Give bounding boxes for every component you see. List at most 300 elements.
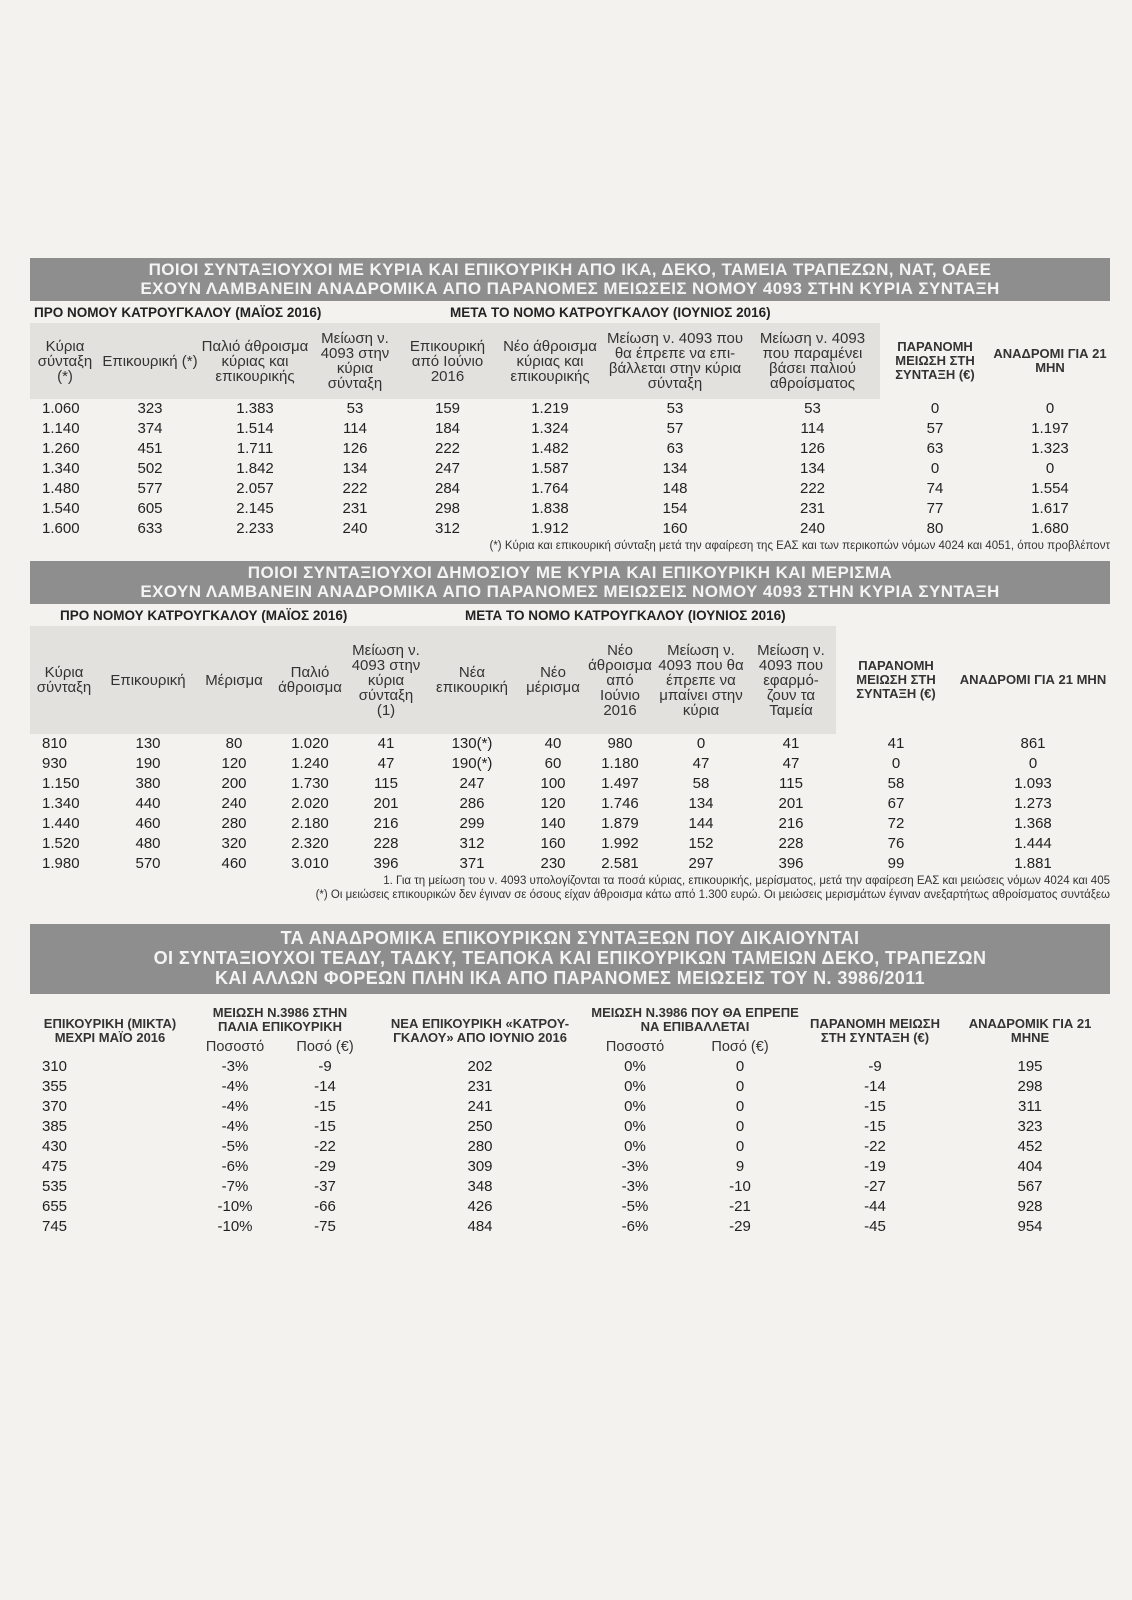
table-cell: 222 — [799, 480, 826, 497]
table-cell: 1.554 — [1031, 480, 1069, 497]
section1-banner-line: ΕΧΟΥΝ ΛΑΜΒΑΝΕΙΝ ΑΝΑΔΡΟΜΙΚΑ ΑΠΟ ΠΑΡΑΝΟΜΕΣ ΜΕΙΩΣΕΙΣ ΝΟΜΟΥ 4093 ΣΤΗΝ ΚΥΡΙΑ ΣΥΝΤΑΞΗ — [140, 279, 1000, 298]
table-cell: 312 — [459, 835, 485, 852]
table-cell: 320 — [221, 835, 247, 852]
section2-banner-line: ΕΧΟΥΝ ΛΑΜΒΑΝΕΙΝ ΑΝΑΔΡΟΜΙΚΑ ΑΠΟ ΠΑΡΑΝΟΜΕΣ ΜΕΙΩΣΕΙΣ ΝΟΜΟΥ 4093 ΣΤΗΝ ΚΥΡΙΑ ΣΥΝΤΑΞΗ — [140, 582, 1000, 601]
s3-header-old-cut: ΜΕΙΩΣΗ Ν.3986 ΣΤΗΝ ΠΑΛΙΑ ΕΠΙΚΟΥΡΙΚΗ — [212, 1005, 348, 1034]
table-cell: 47 — [692, 755, 710, 772]
table-cell: 0 — [696, 735, 706, 752]
table-cell: -15 — [314, 1098, 336, 1115]
table-cell: 120 — [221, 755, 247, 772]
table-cell: 370 — [42, 1098, 68, 1115]
table-cell: 231 — [467, 1078, 493, 1095]
table-cell: 1.180 — [601, 755, 639, 772]
table-cell: 385 — [42, 1118, 68, 1135]
table-cell: 633 — [137, 520, 163, 537]
table-cell: 160 — [662, 520, 688, 537]
table-cell: -66 — [314, 1198, 336, 1215]
table-cell: 67 — [887, 795, 905, 812]
s3-subheader-amount: Ποσό (€) — [711, 1039, 769, 1055]
table-cell: 2.020 — [291, 795, 329, 812]
table-cell: 47 — [782, 755, 800, 772]
table-cell: 1.879 — [601, 815, 639, 832]
table-cell: 195 — [1017, 1058, 1043, 1075]
section1-column-header: Επικουρική από Ιούνιο 2016 — [400, 323, 495, 399]
table-cell: 58 — [692, 775, 710, 792]
table-cell: 0% — [624, 1138, 646, 1155]
table-cell: 1.240 — [291, 755, 329, 772]
table-cell: 202 — [467, 1058, 493, 1075]
s3-header-aux: ΕΠΙΚΟΥΡΙΚΗ (ΜΙΚΤΑ) ΜΕΧΡΙ ΜΑΪΟ 2016 — [43, 1015, 177, 1045]
table-cell: 152 — [688, 835, 714, 852]
section2-column-header: Μέρισμα — [198, 626, 270, 734]
table-cell: 297 — [688, 855, 714, 872]
table-cell: 130(*) — [451, 735, 493, 752]
table-cell: 309 — [467, 1158, 493, 1175]
table-cell: 745 — [42, 1218, 68, 1235]
table-cell: 231 — [799, 500, 826, 517]
table-cell: 1.480 — [42, 480, 80, 497]
table-cell: 9 — [735, 1158, 745, 1175]
table-cell: 1.219 — [531, 400, 569, 417]
table-cell: -5% — [621, 1198, 649, 1215]
table-cell: 0 — [735, 1138, 745, 1155]
table-cell: 396 — [778, 855, 804, 872]
table-cell: 58 — [887, 775, 905, 792]
s3-header-new-aux: ΝΕΑ ΕΠΙΚΟΥΡΙΚΗ «ΚΑΤΡΟΥ- ΓΚΑΛΟΥ» ΑΠΟ ΙΟΥΝΙΟ 2016 — [390, 1015, 570, 1045]
table-cell: 216 — [778, 815, 804, 832]
table-cell: -5% — [221, 1138, 249, 1155]
table-cell: 134 — [662, 460, 688, 477]
section1-column-header: Μείωση ν. 4093 που θα έπρεπε να επι- βάλλεται στην κύρια σύνταξη — [605, 323, 745, 399]
table-cell: 440 — [135, 795, 161, 812]
table-cell: 160 — [540, 835, 566, 852]
table-cell: 76 — [887, 835, 905, 852]
section2-column-header: Μείωση ν. 4093 που θα έπρεπε να μπαίνει στην κύρια — [656, 626, 746, 734]
table-cell: -27 — [864, 1178, 886, 1195]
table-cell: 280 — [467, 1138, 493, 1155]
table-cell: 115 — [779, 775, 803, 792]
table-cell: -3% — [221, 1058, 249, 1075]
table-cell: 1.680 — [1031, 520, 1069, 537]
table-cell: 0% — [624, 1098, 646, 1115]
table-cell: 222 — [434, 440, 461, 457]
table-cell: 404 — [1017, 1158, 1043, 1175]
section3-banner-line: ΤΑ ΑΝΑΔΡΟΜΙΚΑ ΕΠΙΚΟΥΡΙΚΩΝ ΣΥΝΤΑΞΕΩΝ ΠΟΥ ΔΙΚΑΙΟΥΝΤΑΙ — [280, 928, 860, 948]
table-cell: 380 — [135, 775, 161, 792]
table-cell: 80 — [926, 520, 944, 537]
table-cell: 2.233 — [236, 520, 274, 537]
table-cell: 1.093 — [1014, 775, 1052, 792]
table-cell: 0 — [891, 755, 901, 772]
table-row — [30, 439, 1110, 459]
table-cell: 312 — [434, 520, 461, 537]
table-row — [30, 399, 1110, 419]
table-cell: 190(*) — [451, 755, 493, 772]
table-cell: 1.764 — [531, 480, 569, 497]
table-cell: 148 — [662, 480, 688, 497]
table-cell: 1.273 — [1014, 795, 1052, 812]
table-cell: 480 — [135, 835, 161, 852]
section2-column-header: ΑΝΑΔΡΟΜΙ ΓΙΑ 21 ΜΗΝ — [959, 672, 1107, 687]
table-cell: 348 — [467, 1178, 493, 1195]
table-cell: 1.340 — [42, 460, 80, 477]
table-cell: 810 — [42, 735, 68, 752]
table-cell: -44 — [864, 1198, 886, 1215]
table-cell: 605 — [137, 500, 163, 517]
section1-group-labels — [30, 301, 1110, 323]
table-cell: 57 — [926, 420, 944, 437]
section2-column-header: Μείωση ν. 4093 στην κύρια σύνταξη (1) — [350, 626, 422, 734]
table-cell: 323 — [137, 400, 163, 417]
table-cell: 1.340 — [42, 795, 80, 812]
table-cell: 0% — [624, 1078, 646, 1095]
table-cell: 134 — [342, 460, 368, 477]
table-cell: 286 — [459, 795, 485, 812]
table-cell: 298 — [1017, 1078, 1043, 1095]
table-cell: -10% — [217, 1198, 253, 1215]
table-cell: 1.440 — [42, 815, 80, 832]
table-cell: 47 — [377, 755, 395, 772]
section3-banner-line: ΟΙ ΣΥΝΤΑΞΙΟΥΧΟΙ ΤΕΑΔΥ, ΤΑΔΚΥ, ΤΕΑΠΟΚΑ ΚΑΙ ΕΠΙΚΟΥΡΙΚΩΝ ΤΑΜΕΙΩΝ ΔΕΚΟ, ΤΡΑΠΕΖΩΝ — [153, 948, 987, 968]
table-cell: 130 — [135, 735, 161, 752]
section2-table — [30, 626, 1110, 874]
table-cell: 0% — [624, 1118, 646, 1135]
table-cell: 452 — [1017, 1138, 1043, 1155]
table-cell: 1.482 — [531, 440, 569, 457]
table-cell: 371 — [459, 855, 485, 872]
section1-column-header: Κύρια σύνταξη (*) — [30, 323, 100, 399]
table-cell: 430 — [42, 1138, 68, 1155]
table-cell: -29 — [314, 1158, 336, 1175]
table-cell: 41 — [887, 735, 905, 752]
table-cell: 460 — [135, 815, 161, 832]
section2-banner-line: ΠΟΙΟΙ ΣΥΝΤΑΞΙΟΥΧΟΙ ΔΗΜΟΣΙΟΥ ΜΕ ΚΥΡΙΑ ΚΑΙ ΕΠΙΚΟΥΡΙΚΗ ΚΑΙ ΜΕΡΙΣΜΑ — [247, 563, 893, 582]
table-cell: 299 — [459, 815, 485, 832]
table-cell: -19 — [864, 1158, 886, 1175]
table-cell: 1.514 — [236, 420, 274, 437]
table-cell: 567 — [1017, 1178, 1043, 1195]
table-cell: -14 — [864, 1078, 886, 1095]
table-cell: 41 — [377, 735, 395, 752]
section1-column-header: Μείωση ν. 4093 στην κύρια σύνταξη — [310, 323, 400, 399]
table-cell: 184 — [434, 420, 461, 437]
table-cell: 310 — [42, 1058, 68, 1075]
section2-column-header: Νέο άθροισμα από Ιούνιο 2016 — [584, 626, 656, 734]
table-cell: 1.980 — [42, 855, 80, 872]
section3-table — [30, 1004, 1110, 1237]
table-cell: 2.145 — [236, 500, 274, 517]
table-cell: 1.992 — [601, 835, 639, 852]
table-cell: -4% — [221, 1118, 249, 1135]
table-cell: 100 — [540, 775, 566, 792]
table-cell: 140 — [540, 815, 566, 832]
table-cell: 240 — [221, 795, 247, 812]
table-cell: -29 — [729, 1218, 751, 1235]
section1-column-header: Νέο άθροισμα κύριας και επικουρικής — [495, 323, 605, 399]
table-cell: -6% — [221, 1158, 249, 1175]
table-cell: 1.060 — [42, 400, 80, 417]
table-cell: 577 — [137, 480, 163, 497]
s3-subheader-pct: Ποσοστό — [605, 1039, 665, 1055]
table-cell: 134 — [688, 795, 714, 812]
table-row — [30, 519, 1110, 539]
table-cell: 1.746 — [601, 795, 639, 812]
table-cell: -75 — [314, 1218, 336, 1235]
table-cell: 216 — [373, 815, 399, 832]
table-cell: 1.881 — [1014, 855, 1052, 872]
table-cell: 1.383 — [236, 400, 274, 417]
table-cell: 228 — [373, 835, 399, 852]
table-row — [30, 1157, 1110, 1177]
table-cell: 247 — [434, 460, 461, 477]
table-cell: 1.587 — [531, 460, 569, 477]
table-cell: 1.368 — [1014, 815, 1052, 832]
section3-banner-line: ΚΑΙ ΑΛΛΩΝ ΦΟΡΕΩΝ ΠΛΗΝ ΙΚΑ ΑΠΟ ΠΑΡΑΝΟΜΕΣ ΜΕΙΩΣΕΙΣ ΤΟΥ Ν. 3986/2011 — [214, 968, 926, 988]
table-cell: 1.020 — [291, 735, 329, 752]
section2-column-header: Επικουρική — [98, 626, 198, 734]
section2-column-header: Μείωση ν. 4093 που εφαρμό- ζουν τα Ταμεία — [746, 626, 836, 734]
table-cell: 2.581 — [601, 855, 639, 872]
table-cell: 0 — [735, 1058, 745, 1075]
section2-group-after: ΜΕΤΑ ΤΟ ΝΟΜΟ ΚΑΤΡΟΥΓΚΑΛΟΥ (ΙΟΥΝΙΟΣ 2016) — [465, 608, 786, 623]
table-row — [30, 459, 1110, 479]
table-cell: 80 — [225, 735, 243, 752]
table-cell: 355 — [42, 1078, 68, 1095]
table-cell: 0 — [735, 1098, 745, 1115]
table-cell: -45 — [864, 1218, 886, 1235]
s3-header-should-cut: ΜΕΙΩΣΗ Ν.3986 ΠΟΥ ΘΑ ΕΠΡΕΠΕ ΝΑ ΕΠΙΒΑΛΛΕΤΑΙ — [591, 1005, 799, 1034]
table-cell: 1.540 — [42, 500, 80, 517]
table-cell: 1.838 — [531, 500, 569, 517]
table-row — [30, 1097, 1110, 1117]
section2-group-before: ΠΡΟ ΝΟΜΟΥ ΚΑΤΡΟΥΓΚΑΛΟΥ (ΜΑΪΟΣ 2016) — [60, 608, 348, 623]
table-cell: -15 — [864, 1098, 886, 1115]
table-cell: 114 — [800, 420, 825, 437]
table-cell: -10 — [729, 1178, 751, 1195]
table-cell: 72 — [887, 815, 905, 832]
table-cell: 63 — [666, 440, 684, 457]
table-cell: 99 — [887, 855, 905, 872]
table-cell: 41 — [782, 735, 800, 752]
table-cell: 1.711 — [236, 440, 274, 457]
table-cell: 0 — [1045, 400, 1055, 417]
table-cell: 240 — [342, 520, 368, 537]
table-cell: 1.912 — [531, 520, 569, 537]
table-row — [30, 1117, 1110, 1137]
table-cell: 53 — [804, 400, 821, 417]
section1-column-header: Επικουρική (*) — [100, 323, 200, 399]
table-cell: 250 — [467, 1118, 493, 1135]
table-cell: -3% — [621, 1178, 649, 1195]
page — [30, 258, 1110, 1237]
table-cell: 228 — [778, 835, 804, 852]
table-cell: 2.180 — [291, 815, 329, 832]
section1-column-header: ΠΑΡΑΝΟΜΗ ΜΕΙΩΣΗ ΣΤΗ ΣΥΝΤΑΞΗ (€) — [895, 339, 975, 382]
section3-banner — [30, 924, 1110, 994]
table-cell: 74 — [926, 480, 944, 497]
table-cell: 1.730 — [291, 775, 329, 792]
table-cell: -22 — [314, 1138, 336, 1155]
table-cell: 484 — [467, 1218, 493, 1235]
table-cell: 201 — [778, 795, 804, 812]
table-cell: -10% — [217, 1218, 253, 1235]
table-cell: -37 — [314, 1178, 336, 1195]
table-cell: 0 — [930, 400, 940, 417]
table-cell: 201 — [373, 795, 399, 812]
table-cell: 222 — [342, 480, 368, 497]
table-cell: -3% — [621, 1158, 649, 1175]
table-cell: 2.057 — [236, 480, 274, 497]
table-cell: 0 — [930, 460, 940, 477]
table-cell: 63 — [926, 440, 944, 457]
section1-footnote: (*) Κύρια και επικουρική σύνταξη μετά την αφαίρεση της ΕΑΣ και των περικοπών νόμων 4024 και 4051, όπου προβλέποντ — [489, 540, 1110, 552]
table-cell: 451 — [137, 440, 163, 457]
table-row — [30, 834, 1110, 854]
table-cell: 1.600 — [42, 520, 80, 537]
table-cell: 502 — [137, 460, 163, 477]
table-cell: 1.497 — [601, 775, 639, 792]
table-cell: 396 — [373, 855, 399, 872]
table-cell: 298 — [434, 500, 461, 517]
table-cell: 930 — [42, 755, 68, 772]
table-cell: -14 — [314, 1078, 336, 1095]
table-cell: 126 — [342, 440, 368, 457]
table-cell: 60 — [544, 755, 562, 772]
table-cell: -6% — [621, 1218, 649, 1235]
table-cell: 53 — [346, 400, 364, 417]
table-cell: 475 — [42, 1158, 68, 1175]
table-cell: 374 — [137, 420, 163, 437]
table-cell: 1.150 — [42, 775, 80, 792]
table-cell: 247 — [459, 775, 485, 792]
table-cell: 154 — [662, 500, 688, 517]
table-cell: -9 — [318, 1058, 332, 1075]
table-cell: 954 — [1017, 1218, 1043, 1235]
table-row — [30, 754, 1110, 774]
table-cell: 323 — [1017, 1118, 1043, 1135]
section2-banner — [30, 561, 1110, 604]
section1-column-header: Παλιό άθροισμα κύριας και επικουρικής — [200, 323, 310, 399]
table-cell: 311 — [1018, 1098, 1042, 1115]
table-cell: 77 — [926, 500, 944, 517]
table-cell: 1.260 — [42, 440, 80, 457]
section1-banner-line: ΠΟΙΟΙ ΣΥΝΤΑΞΙΟΥΧΟΙ ΜΕ ΚΥΡΙΑ ΚΑΙ ΕΠΙΚΟΥΡΙΚΗ ΑΠΟ ΙΚΑ, ΔΕΚΟ, ΤΑΜΕΙΑ ΤΡΑΠΕΖΩΝ, ΝΑΤ, ΟΑΕΕ — [148, 260, 992, 279]
section1-column-header: ΑΝΑΔΡΟΜΙ ΓΙΑ 21 ΜΗΝ — [993, 346, 1107, 375]
table-row — [30, 814, 1110, 834]
table-row — [30, 774, 1110, 794]
table-row — [30, 499, 1110, 519]
table-cell: 134 — [799, 460, 826, 477]
table-cell: 126 — [799, 440, 826, 457]
table-row — [30, 1197, 1110, 1217]
section2-group-labels — [30, 604, 1110, 626]
table-cell: 241 — [467, 1098, 493, 1115]
section2-column-header: ΠΑΡΑΝΟΜΗ ΜΕΙΩΣΗ ΣΤΗ ΣΥΝΤΑΞΗ (€) — [856, 658, 936, 701]
section2-footnote-2: (*) Οι μειώσεις επικουρικών δεν έγιναν σε όσους είχαν άθροισμα κάτω από 1.300 ευρώ. Οι μειώσεις μερισμάτων έγιναν ανεξαρτήτως αθροίσματος συντάξεω — [315, 889, 1110, 901]
table-cell: 284 — [434, 480, 461, 497]
table-cell: 1.324 — [531, 420, 569, 437]
table-cell: 3.010 — [291, 855, 329, 872]
table-cell: 57 — [666, 420, 684, 437]
table-cell: 120 — [540, 795, 566, 812]
table-cell: 0 — [1028, 755, 1038, 772]
table-cell: 460 — [221, 855, 247, 872]
table-cell: 0% — [624, 1058, 646, 1075]
table-cell: 928 — [1017, 1198, 1043, 1215]
section1-table — [30, 323, 1110, 539]
table-cell: 1.140 — [42, 420, 80, 437]
table-cell: 1.197 — [1031, 420, 1069, 437]
table-row — [30, 1137, 1110, 1157]
table-cell: 2.320 — [291, 835, 329, 852]
table-cell: -15 — [314, 1118, 336, 1135]
table-cell: -15 — [864, 1118, 886, 1135]
table-row — [30, 1077, 1110, 1097]
section1-group-after: ΜΕΤΑ ΤΟ ΝΟΜΟ ΚΑΤΡΟΥΓΚΑΛΟΥ (ΙΟΥΝΙΟΣ 2016) — [450, 305, 771, 320]
table-row — [30, 734, 1110, 754]
table-row — [30, 854, 1110, 874]
table-cell: 159 — [434, 400, 461, 417]
table-cell: -4% — [221, 1098, 249, 1115]
table-cell: 144 — [688, 815, 714, 832]
table-cell: 426 — [467, 1198, 493, 1215]
table-cell: -22 — [864, 1138, 886, 1155]
table-cell: 280 — [221, 815, 247, 832]
s3-header-illegal: ΠΑΡΑΝΟΜΗ ΜΕΙΩΣΗ ΣΤΗ ΣΥΝΤΑΞΗ (€) — [810, 1015, 940, 1045]
s3-header-retro: ΑΝΑΔΡΟΜΙΚ ΓΙΑ 21 ΜΗΝΕ — [968, 1015, 1092, 1045]
table-cell: 231 — [342, 500, 368, 517]
table-cell: 570 — [135, 855, 161, 872]
table-cell: -9 — [868, 1058, 882, 1075]
table-row — [30, 1177, 1110, 1197]
table-cell: -4% — [221, 1078, 249, 1095]
table-cell: 200 — [221, 775, 247, 792]
section1-group-before: ΠΡΟ ΝΟΜΟΥ ΚΑΤΡΟΥΓΚΑΛΟΥ (ΜΑΪΟΣ 2016) — [34, 305, 322, 320]
table-cell: 1.617 — [1031, 500, 1069, 517]
table-cell: 535 — [42, 1178, 68, 1195]
table-row — [30, 479, 1110, 499]
table-cell: 0 — [1045, 460, 1055, 477]
section2-column-header: Νέα επικουρική — [422, 626, 522, 734]
table-cell: 115 — [374, 775, 398, 792]
s3-subheader-amount: Ποσό (€) — [296, 1039, 354, 1055]
table-cell: -21 — [729, 1198, 751, 1215]
section1-banner — [30, 258, 1110, 301]
table-row — [30, 419, 1110, 439]
table-row — [30, 1217, 1110, 1237]
section2-column-header: Παλιό άθροισμα — [270, 626, 350, 734]
table-row — [30, 1057, 1110, 1077]
table-cell: 0 — [735, 1118, 745, 1135]
table-cell: 230 — [540, 855, 566, 872]
table-cell: 655 — [42, 1198, 68, 1215]
table-cell: 1.842 — [236, 460, 274, 477]
table-cell: 40 — [544, 735, 562, 752]
table-cell: 240 — [799, 520, 826, 537]
table-cell: 0 — [735, 1078, 745, 1095]
table-cell: -7% — [221, 1178, 249, 1195]
section2-column-header: Νέο μέρισμα — [522, 626, 584, 734]
table-cell: 1.323 — [1031, 440, 1069, 457]
table-row — [30, 794, 1110, 814]
table-cell: 1.444 — [1014, 835, 1052, 852]
section2-column-header: Κύρια σύνταξη — [30, 626, 98, 734]
table-cell: 190 — [135, 755, 161, 772]
table-cell: 1.520 — [42, 835, 80, 852]
section2-footnote-1: 1. Για τη μείωση του ν. 4093 υπολογίζονται τα ποσά κύριας, επικουρικής, μερίσματος, μετά την αφαίρεση ΕΑΣ και μειώσεις νόμων 4024 και 405 — [383, 875, 1110, 887]
table-cell: 980 — [607, 735, 633, 752]
table-cell: 861 — [1020, 735, 1046, 752]
